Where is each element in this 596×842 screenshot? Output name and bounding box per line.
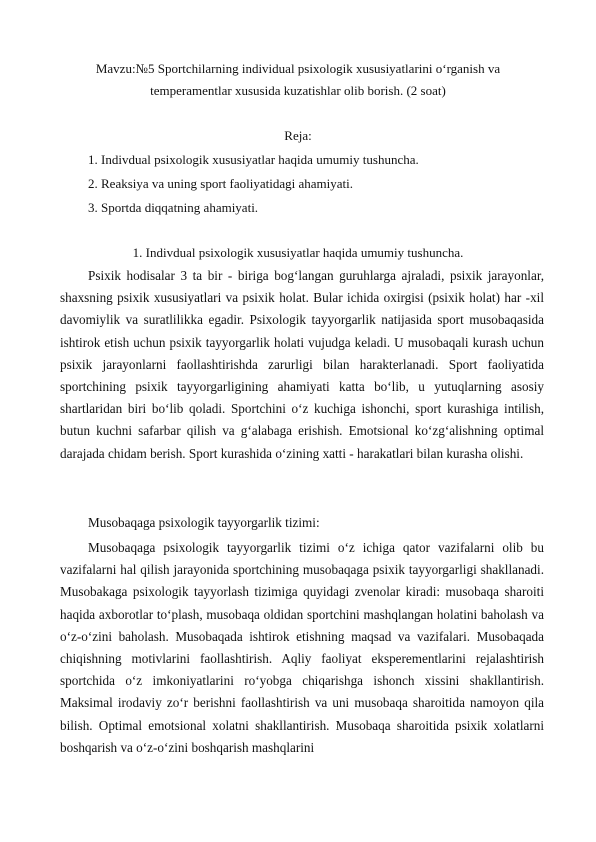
plan-item-1: 1. Indivdual psixologik xususiyatlar haqida umumiy tushuncha. [88,152,419,167]
plan-item-3: 3. Sportda diqqatning ahamiyati. [88,200,259,215]
paragraph-1: Psixik hodisalar 3 ta bir - biriga bog‘langan guruhlarga ajraladi, psixik jarayonlar, shaxsning psixik xususiyatlari va psixik holat. Bular ichida oxirgisi (psixik holat) har -xil davomiylik va suratlilikka egadir. Psixologik tayyorgarlik natijasida sport musobaqasida ishtirok etish uchun psixik tayyorgarlik holati vujudga keladi. U musobaqali kurash uchun psixik jarayonlarni faollashtirishda zarurligi bilan harakterlanadi. Sport faoliyatida sportchining psixik tayyorgarligining ahamiyati katta bo‘lib, u yutuqlarning asosiy shartlaridan biri bo‘lib qoladi. Sportchini o‘z kuchiga ishonchi, sport kurashiga intilish, butun kuchni safarbar qilish va g‘alabaga erishish. Emotsional ko‘zg‘alishning optimal darajada chidam berish. Sport kurashida o‘zining xatti - harakatlari bilan kurasha olishi. [60,268,544,461]
plan-item-2: 2. Reaksiya va uning sport faoliyatidagi ahamiyati. [88,176,353,191]
plan-heading: Reja: [284,128,312,143]
document-title: Mavzu:№5 Sportchilarning individual psixologik xususiyatlarini o‘rganish va temperamentlar xususida kuzatishlar olib borish. (2 soat) [95,61,501,98]
section-heading: 1. Indivdual psixologik xususiyatlar haqida umumiy tushuncha. [132,245,464,260]
subheading: Musobaqaga psixologik tayyorgarlik tizimi: [88,515,320,530]
paragraph-2: Musobaqaga psixologik tayyorgarlik tizimi o‘z ichiga qator vazifalarni olib bu vazifalarni hal qilish jarayonida sportchining musobaqaga psixik tayyorgarligi shakllanadi. Musobakaga psixologik tayyorlash tizimiga quyidagi zvenolar kiradi: musobaqa sharoiti haqida axborotlar to‘plash, musobaqa oldidan sportchini mashqlangan holatini baholash va o‘z-o‘zini baholash. Musobaqada ishtirok etishning maqsad va vazifalari. Musobaqada chiqishning motivlarini faollashtirish. Aqliy faoliyat eksperementlarini rejalashtirish sportchida o‘z imkoniyatlarini ro‘yobga chiqarishga ishonch xissini shakllantirish. Maksimal irodaviy zo‘r berishni faollashtirish va uni musobaqa sharoitida namoyon qila bilish. Optimal emotsional xolatni shakllantirish. Musobaqa sharoitida psixik xolatlarni boshqarish va o‘z-o‘zini boshqarish mashqlarini [60,540,544,755]
